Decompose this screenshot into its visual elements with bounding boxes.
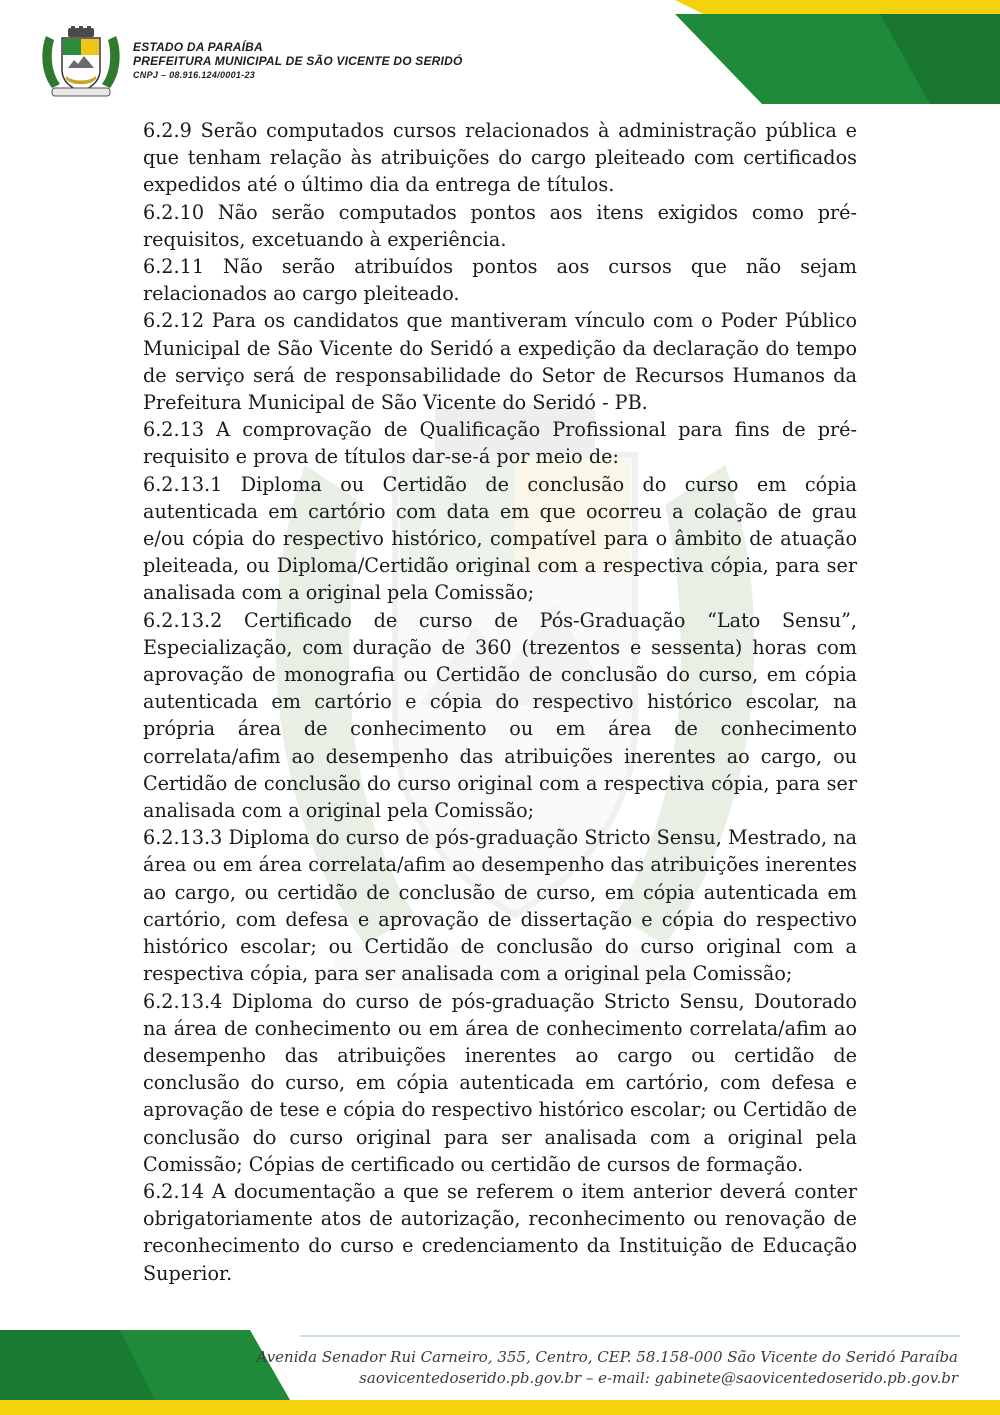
page-header [0,0,1000,110]
paragraph-6-2-9: 6.2.9 Serão computados cursos relacionados à administração pública e que tenham relação às atribuições do cargo pleiteado com certificados expedidos até o último dia da entrega de títulos. [143,119,857,197]
header-municipality: PREFEITURA MUNICIPAL DE SÃO VICENTE DO SERIDÓ [133,54,463,68]
footer-contact: saovicentedoserido.pb.gov.br – e-mail: gabinete@saovicentedoserido.pb.gov.br [359,1369,958,1387]
document-body [143,117,857,1287]
header-text [133,40,462,82]
paragraph-6-2-12: 6.2.12 Para os candidatos que mantiveram vínculo com o Poder Público Municipal de São Vicente do Seridó a expedição da declaração do tempo de serviço será de responsabilidade do Setor de Recursos Humanos da Prefeitura Municipal de São Vicente do Seridó - PB. [143,309,857,415]
paragraph-6-2-13: 6.2.13 A comprovação de Qualificação Profissional para fins de pré-requisito e prova de títulos dar-se-á por meio de: [143,418,857,469]
paragraph-6-2-13-1: 6.2.13.1 Diploma ou Certidão de conclusão do curso em cópia autenticada em cartório com data em que ocorreu a colação de grau e/ou cópia do respectivo histórico, compatível para o âmbito de atuação pleiteada, ou Diploma/Certidão original com a respectiva cópia, para ser analisada com a original pela Comissão; [143,472,857,605]
municipal-crest-logo [38,26,124,98]
paragraph-6-2-13-4: 6.2.13.4 Diploma do curso de pós-graduação Stricto Sensu, Doutorado na área de conhecimento ou em área de conhecimento correlata/afim ao desempenho das atribuições inerentes ao cargo ou certidão de conclusão do curso, em cópia autenticada em cartório, com defesa e aprovação de tese e cópia do respectivo histórico escolar; ou Certidão de conclusão do curso original para ser analisada com a original pela Comissão; Cópias de certificado ou certidão de cursos de formação. [143,989,857,1176]
page-footer [0,1330,1000,1415]
header-cnpj: CNPJ – 08.916.124/0001-23 [133,70,256,80]
paragraph-6-2-10: 6.2.10 Não serão computados pontos aos itens exigidos como pré-requisitos, excetuando à experiência. [143,200,857,251]
paragraph-6-2-11: 6.2.11 Não serão atribuídos pontos aos cursos que não sejam relacionados ao cargo pleiteado. [143,255,857,306]
paragraph-6-2-13-3: 6.2.13.3 Diploma do curso de pós-graduação Stricto Sensu, Mestrado, na área ou em área correlata/afim ao desempenho das atribuições inerentes ao cargo, ou certidão de conclusão de curso, em cópia autenticada em cartório, com defesa e aprovação de dissertação e cópia do respectivo histórico escolar; ou Certidão de conclusão do curso original com a respectiva cópia, para ser analisada com a original pela Comissão; [143,826,857,986]
header-state: ESTADO DA PARAÍBA [133,40,263,54]
footer-address: Avenida Senador Rui Carneiro, 355, Centro, CEP. 58.158-000 São Vicente do Seridó Paraíba [256,1348,958,1366]
paragraph-6-2-13-2: 6.2.13.2 Certificado de curso de Pós-Graduação “Lato Sensu”, Especialização, com duração de 360 (trezentos e sessenta) horas com aprovação de monografia ou Certidão de conclusão do curso, em cópia autenticada em cartório e cópia do respectivo histórico escolar, na própria área de conhecimento ou em área de conhecimento correlata/afim ao desempenho das atribuições inerentes ao cargo, ou Certidão de conclusão do curso original com a respectiva cópia, para ser analisada com a original pela Comissão; [143,608,857,823]
paragraph-6-2-14: 6.2.14 A documentação a que se referem o item anterior deverá conter obrigatoriamente atos de autorização, reconhecimento ou renovação de reconhecimento do curso e credenciamento da Instituição de Educação Superior. [143,1179,857,1285]
footer-text [256,1347,958,1389]
